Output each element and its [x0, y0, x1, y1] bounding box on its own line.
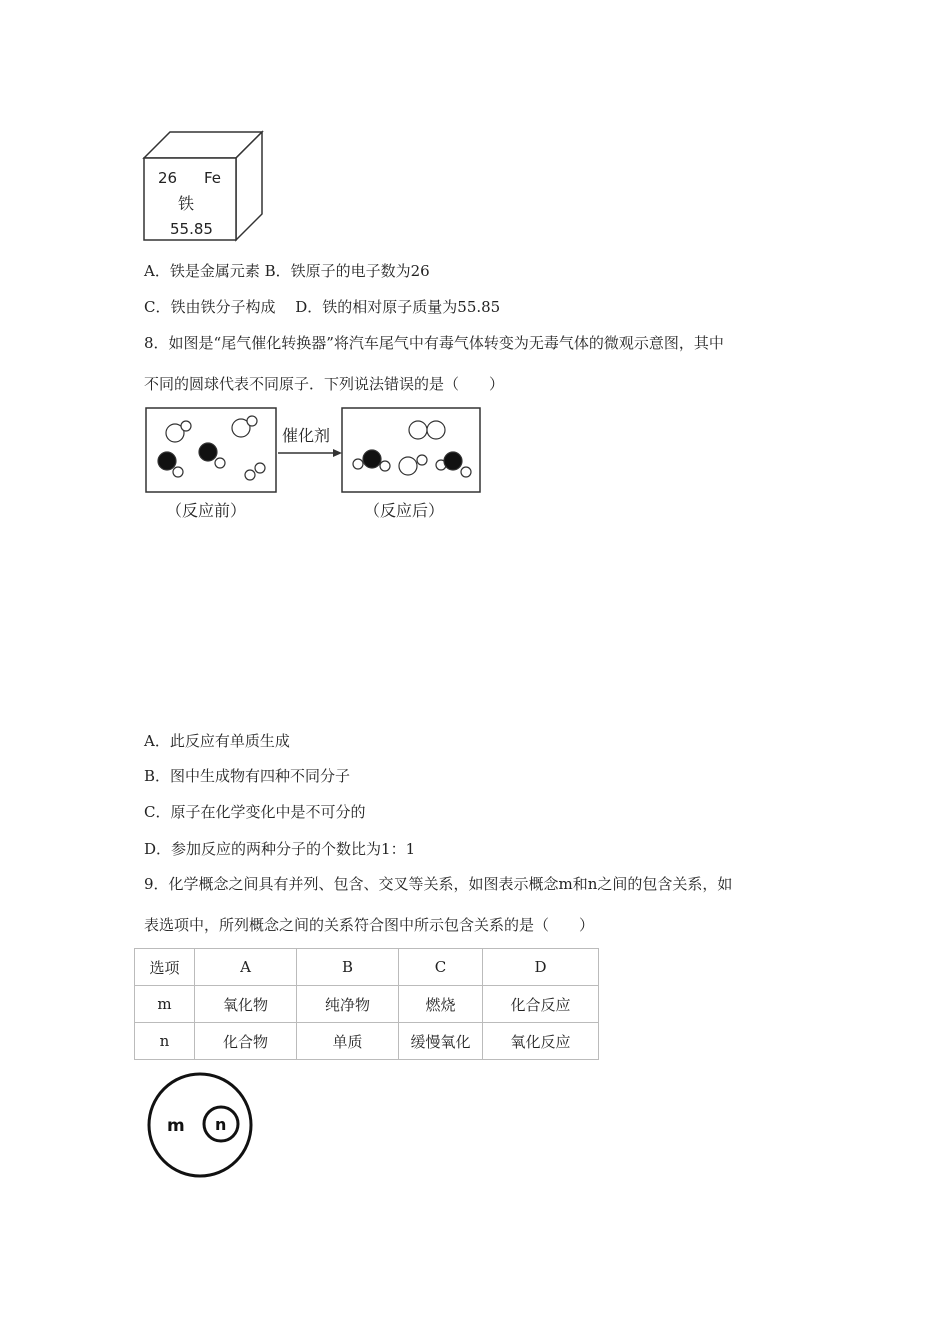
q7-option-ab: A．铁是金属元素 B．铁原子的电子数为26	[144, 262, 430, 280]
table-cell: 单质	[297, 1023, 399, 1060]
table-cell: 燃烧	[399, 986, 483, 1023]
element-number: 26	[158, 169, 178, 187]
before-label: （反应前）	[166, 501, 247, 520]
table-cell: 化合物	[195, 1023, 297, 1060]
table-cell: A	[195, 949, 297, 986]
table-cell: 氧化物	[195, 986, 297, 1023]
table-cell: C	[399, 949, 483, 986]
q8-stem-line1: 8．如图是“尾气催化转换器”将汽车尾气中有毒气体转变为无毒气体的微观示意图，其中	[144, 334, 724, 352]
q8-option-d: D．参加反应的两种分子的个数比为1：1	[144, 840, 416, 858]
after-label: （反应后）	[364, 501, 445, 520]
label-n: n	[215, 1115, 227, 1134]
element-card	[140, 128, 266, 244]
catalyst-label: 催化剂	[282, 426, 331, 445]
q9-stem-line1: 9．化学概念之间具有并列、包含、交叉等关系，如图表示概念m和n之间的包含关系，如	[144, 875, 733, 893]
table-header-row	[135, 949, 599, 986]
element-symbol: Fe	[204, 169, 222, 187]
element-name: 铁	[178, 194, 195, 213]
reaction-diagram	[140, 402, 490, 526]
table-cell: m	[135, 986, 195, 1023]
table-cell: 化合反应	[483, 986, 599, 1023]
element-mass: 55.85	[170, 220, 213, 238]
containment-diagram	[144, 1072, 258, 1182]
q7-option-cd: C．铁由铁分子构成 D．铁的相对原子质量为55.85	[144, 298, 501, 316]
label-m: m	[167, 1116, 185, 1136]
table-cell: n	[135, 1023, 195, 1060]
q8-option-b: B．图中生成物有四种不同分子	[144, 767, 351, 785]
table-cell: 氧化反应	[483, 1023, 599, 1060]
table-cell: 缓慢氧化	[399, 1023, 483, 1060]
q8-option-a: A．此反应有单质生成	[144, 732, 290, 750]
q9-stem-line2: 表选项中，所列概念之间的关系符合图中所示包含关系的是（ ）	[144, 916, 595, 934]
table-cell: 选项	[135, 949, 195, 986]
reaction-arrow-head	[333, 449, 342, 457]
q8-option-c: C．原子在化学变化中是不可分的	[144, 803, 366, 821]
table-cell: B	[297, 949, 399, 986]
table-cell: 纯净物	[297, 986, 399, 1023]
table-cell: D	[483, 949, 599, 986]
q8-stem-line2: 不同的圆球代表不同原子．下列说法错误的是（ ）	[144, 375, 505, 393]
table-row	[135, 1023, 599, 1060]
table-row	[135, 986, 599, 1023]
options-table	[134, 948, 599, 1060]
